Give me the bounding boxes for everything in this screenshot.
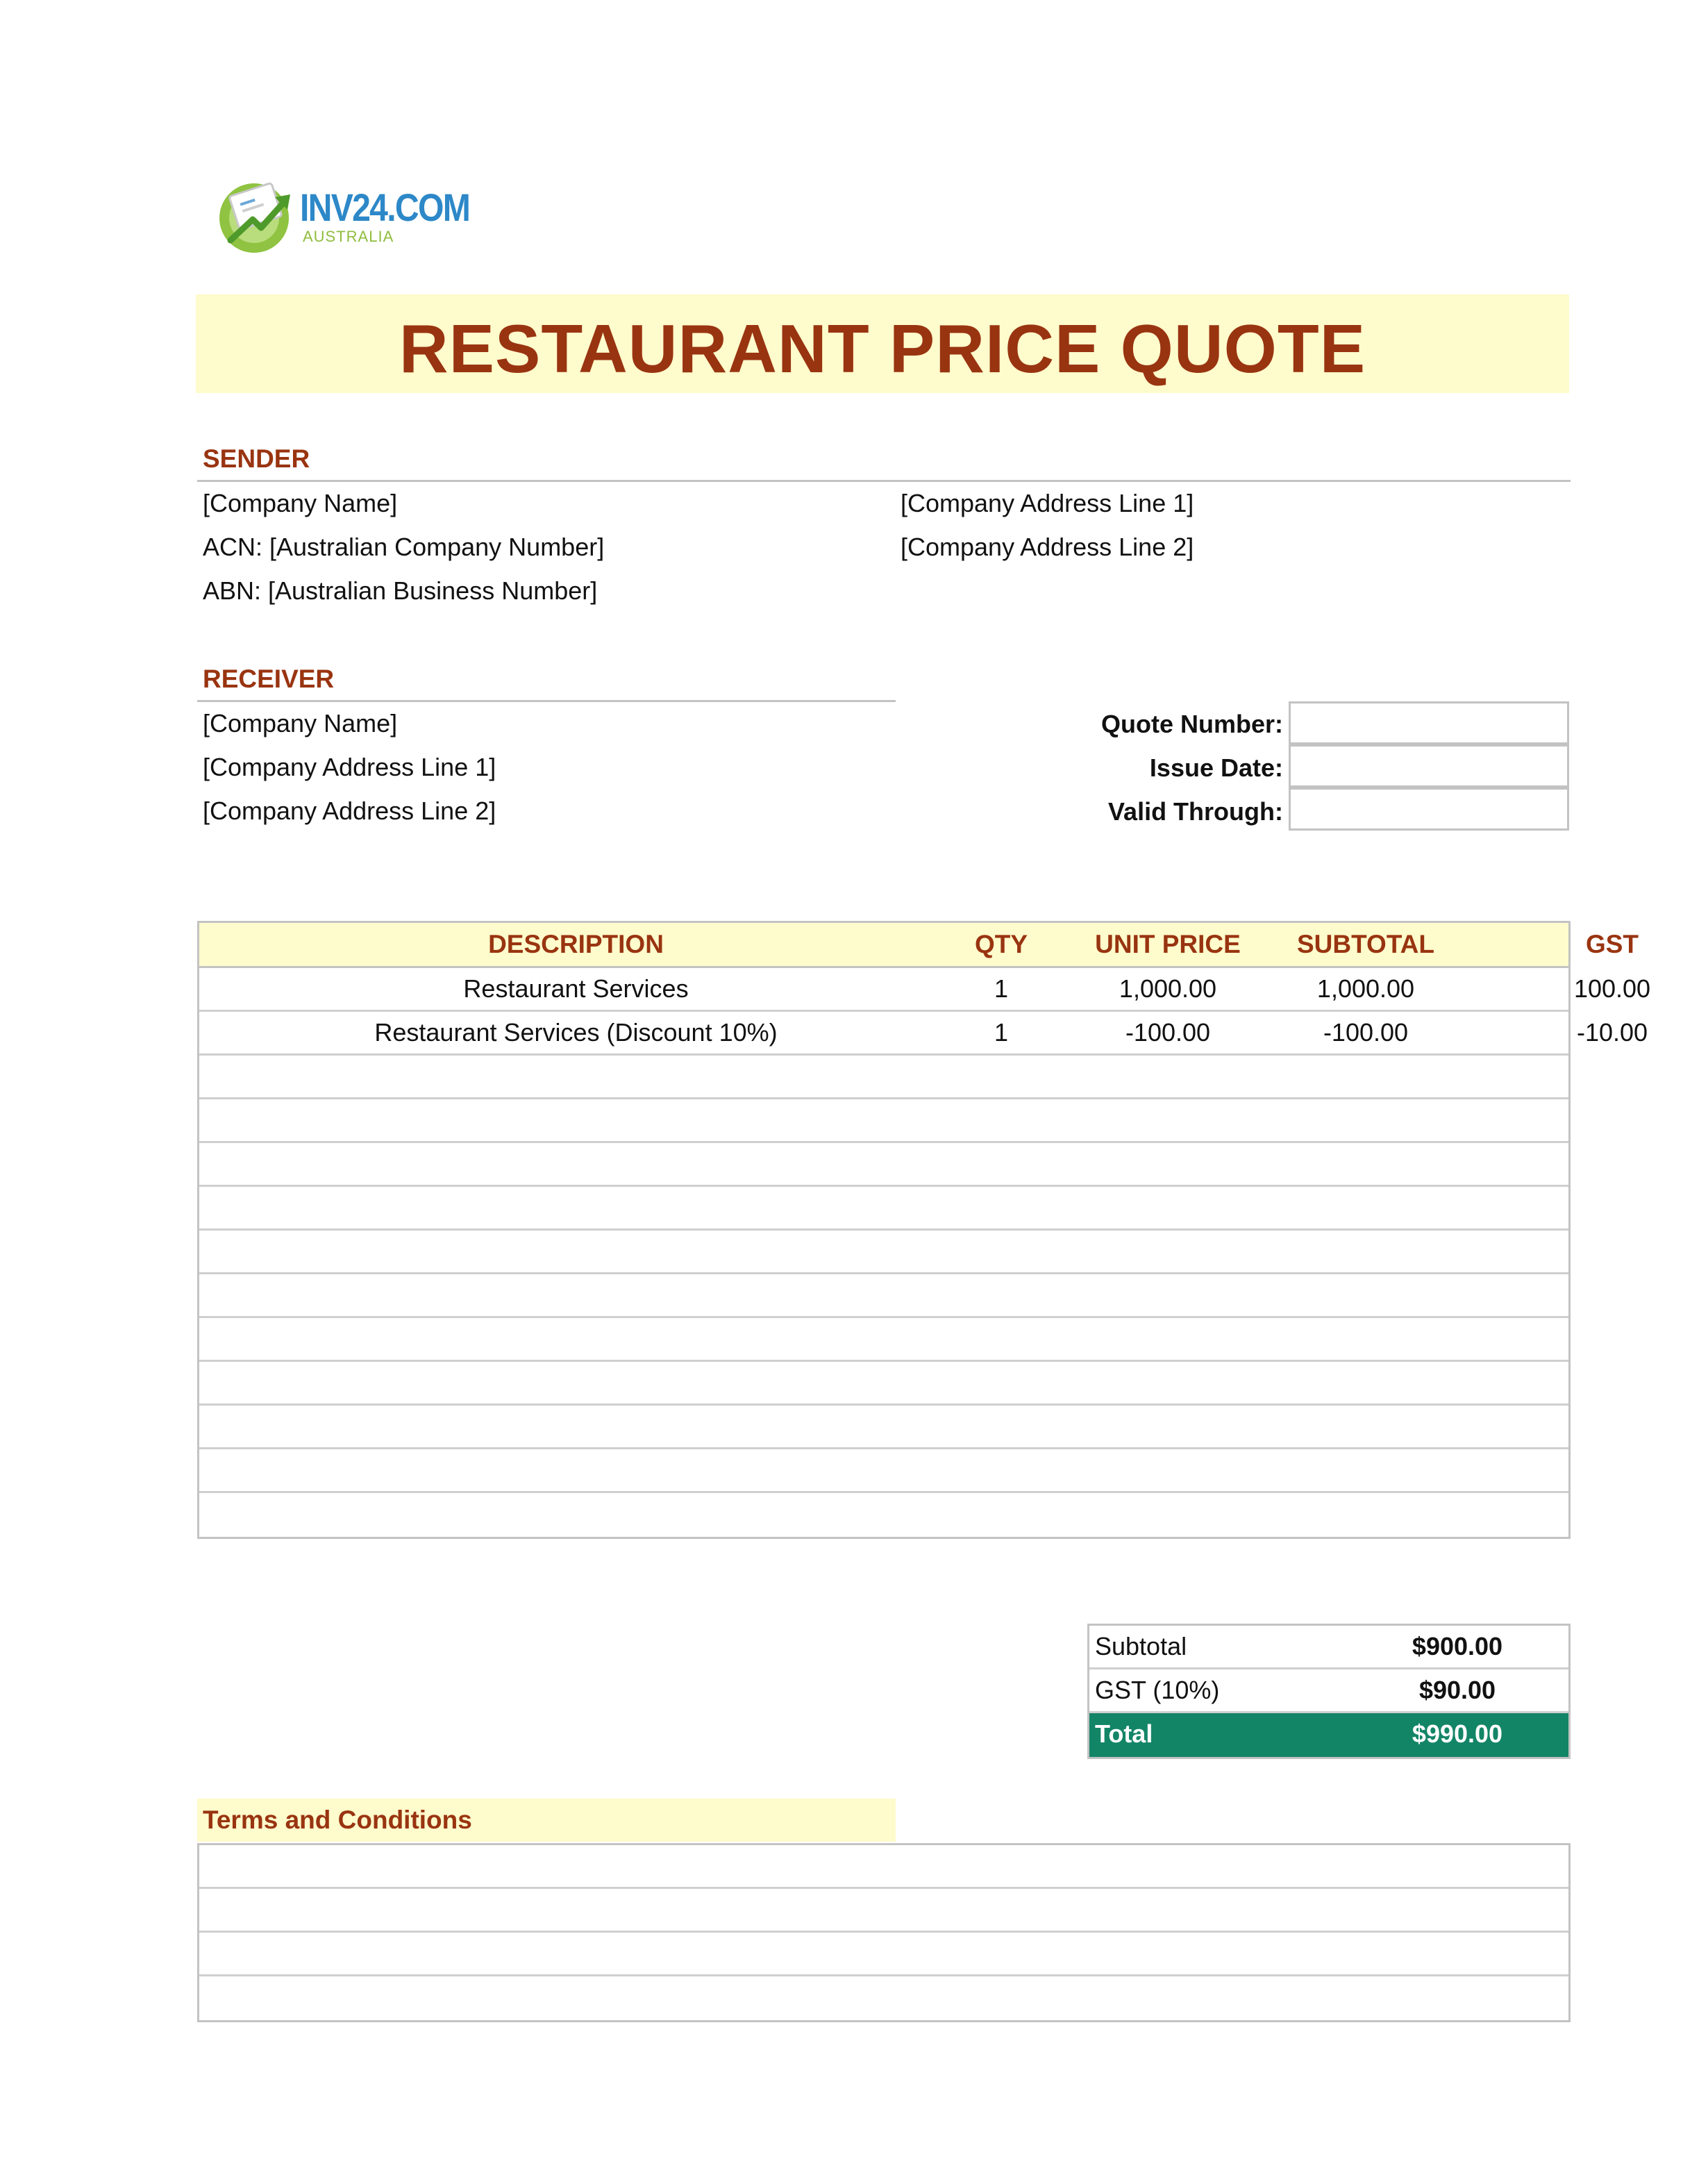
- sender-acn: ACN: [Australian Company Number]: [203, 533, 605, 561]
- gst-row: [1089, 1669, 1568, 1713]
- table-row-empty[interactable]: [199, 1099, 1568, 1143]
- terms-heading: Terms and Conditions: [203, 1806, 472, 1834]
- table-row-empty[interactable]: [199, 1231, 1568, 1274]
- cell-description: Restaurant Services: [463, 974, 689, 1003]
- gst-label: GST (10%): [1095, 1676, 1220, 1704]
- cell-qty: 1: [994, 1018, 1009, 1047]
- cell-unit-price: -100.00: [1125, 1018, 1211, 1047]
- table-row-empty[interactable]: [199, 1143, 1568, 1187]
- terms-table: [197, 1843, 1571, 2022]
- gst-value: $90.00: [1418, 1676, 1496, 1704]
- cell-gst: -10.00: [1576, 1018, 1648, 1047]
- sender-address-line-1: [Company Address Line 1]: [901, 489, 1194, 517]
- header-qty: QTY: [974, 930, 1028, 958]
- subtotal-value: $900.00: [1412, 1632, 1503, 1660]
- cell-description: Restaurant Services (Discount 10%): [374, 1018, 778, 1047]
- issue-date-label: Issue Date:: [1149, 753, 1283, 782]
- table-row-empty[interactable]: [199, 1406, 1568, 1449]
- table-row-empty[interactable]: [199, 1493, 1568, 1537]
- valid-through-field[interactable]: [1289, 788, 1569, 831]
- company-logo: [215, 174, 470, 257]
- total-value: $990.00: [1412, 1719, 1503, 1748]
- table-row: [199, 968, 1651, 1012]
- totals-table: [1087, 1624, 1571, 1759]
- receiver-address-line-1: [Company Address Line 1]: [203, 753, 496, 781]
- sender-company-name: [Company Name]: [203, 489, 398, 517]
- quote-number-field[interactable]: [1289, 701, 1569, 744]
- valid-through-label: Valid Through:: [1108, 797, 1283, 826]
- terms-row[interactable]: [199, 1933, 1568, 1976]
- sender-heading: SENDER: [203, 444, 310, 473]
- logo-graphic-icon: [215, 174, 299, 257]
- table-row-empty[interactable]: [199, 1362, 1568, 1406]
- subtotal-row: [1089, 1626, 1568, 1669]
- table-row: [199, 1012, 1648, 1056]
- receiver-address-line-2: [Company Address Line 2]: [203, 797, 496, 825]
- line-items-table: [197, 921, 1651, 1539]
- cell-gst: 100.00: [1573, 974, 1651, 1003]
- terms-row[interactable]: [199, 1976, 1568, 2020]
- table-row-empty[interactable]: [199, 1274, 1568, 1318]
- header-gst: GST: [1585, 930, 1639, 958]
- table-row-empty[interactable]: [199, 1318, 1568, 1362]
- terms-row[interactable]: [199, 1889, 1568, 1933]
- cell-unit-price: 1,000.00: [1119, 974, 1217, 1003]
- table-row-empty[interactable]: [199, 1056, 1568, 1099]
- table-body: [199, 968, 1651, 1537]
- terms-band: [197, 1799, 896, 1842]
- subtotal-label: Subtotal: [1095, 1632, 1187, 1660]
- receiver-heading: RECEIVER: [203, 665, 335, 693]
- receiver-divider: [197, 700, 896, 702]
- page-title: RESTAURANT PRICE QUOTE: [399, 310, 1366, 387]
- quote-number-label: Quote Number:: [1100, 710, 1283, 738]
- total-label: Total: [1095, 1719, 1153, 1748]
- table-header: [199, 923, 1639, 968]
- table-row-empty[interactable]: [199, 1187, 1568, 1231]
- sender-abn: ABN: [Australian Business Number]: [203, 576, 598, 605]
- logo-subtitle: AUSTRALIA: [303, 228, 394, 245]
- terms-row[interactable]: [199, 1845, 1568, 1889]
- logo-wordmark: INV24.COM: [300, 185, 470, 229]
- sender-address-line-2: [Company Address Line 2]: [901, 533, 1194, 561]
- cell-subtotal: 1,000.00: [1316, 974, 1415, 1003]
- table-row-empty[interactable]: [199, 1449, 1568, 1493]
- cell-qty: 1: [994, 974, 1009, 1003]
- header-description: DESCRIPTION: [488, 930, 664, 958]
- cell-subtotal: -100.00: [1323, 1018, 1409, 1047]
- issue-date-field[interactable]: [1289, 744, 1569, 788]
- sender-divider: [197, 480, 1571, 482]
- header-unit-price: UNIT PRICE: [1095, 930, 1241, 958]
- receiver-company-name: [Company Name]: [203, 709, 398, 738]
- total-row: [1089, 1713, 1568, 1757]
- header-subtotal: SUBTOTAL: [1296, 930, 1434, 958]
- title-band: [196, 294, 1569, 393]
